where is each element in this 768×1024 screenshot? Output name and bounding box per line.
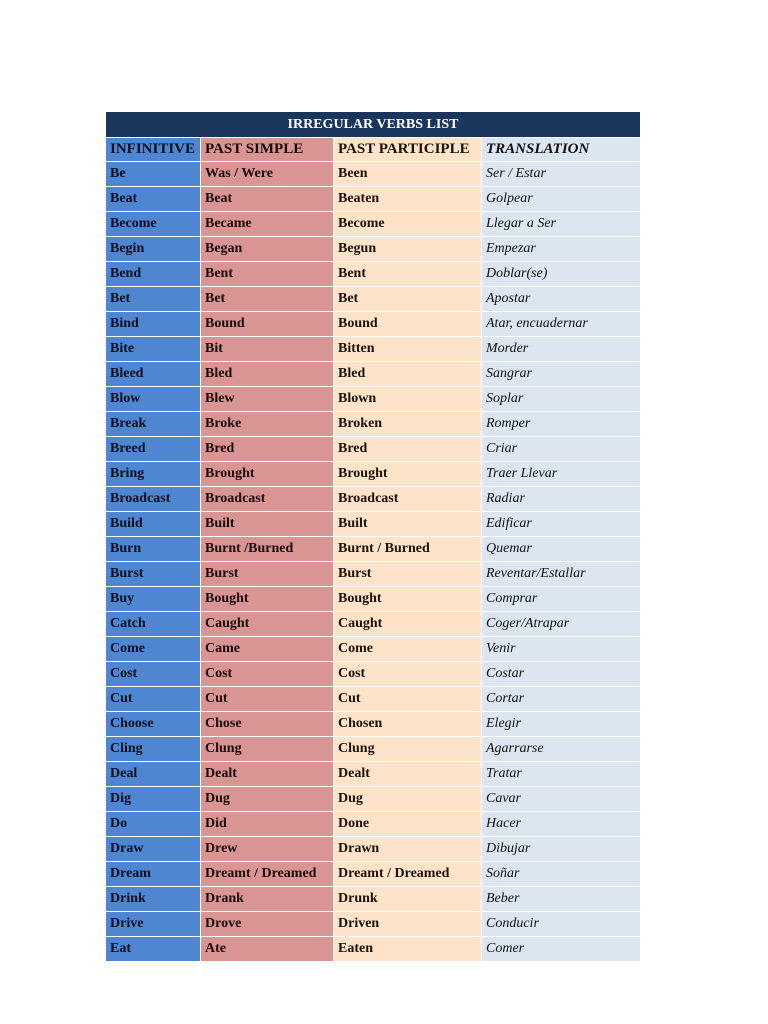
cell-infinitive: Catch [106,612,201,636]
header-past-participle: PAST PARTICIPLE [334,138,482,161]
cell-translation: Cavar [482,787,640,811]
cell-past-participle: Drunk [334,887,482,911]
cell-translation: Edificar [482,512,640,536]
cell-past-simple: Broadcast [201,487,334,511]
cell-infinitive: Beat [106,187,201,211]
cell-past-simple: Became [201,212,334,236]
cell-translation: Morder [482,337,640,361]
cell-infinitive: Burst [106,562,201,586]
table-row [106,237,640,262]
cell-past-simple: Built [201,512,334,536]
cell-past-participle: Bet [334,287,482,311]
header-row [106,138,640,162]
cell-translation: Reventar/Estallar [482,562,640,586]
cell-past-participle: Brought [334,462,482,486]
cell-translation: Quemar [482,537,640,561]
cell-infinitive: Bet [106,287,201,311]
cell-translation: Doblar(se) [482,262,640,286]
cell-past-simple: Beat [201,187,334,211]
cell-past-participle: Broadcast [334,487,482,511]
table-row [106,512,640,537]
cell-past-simple: Ate [201,937,334,961]
cell-translation: Venir [482,637,640,661]
cell-past-simple: Dealt [201,762,334,786]
cell-past-participle: Been [334,162,482,186]
cell-infinitive: Bring [106,462,201,486]
cell-past-participle: Become [334,212,482,236]
cell-past-participle: Done [334,812,482,836]
cell-translation: Costar [482,662,640,686]
table-row [106,362,640,387]
cell-past-simple: Bent [201,262,334,286]
cell-past-participle: Eaten [334,937,482,961]
cell-translation: Hacer [482,812,640,836]
cell-past-participle: Cost [334,662,482,686]
cell-past-participle: Burnt / Burned [334,537,482,561]
cell-past-participle: Burst [334,562,482,586]
cell-past-participle: Bent [334,262,482,286]
cell-infinitive: Burn [106,537,201,561]
cell-past-simple: Blew [201,387,334,411]
table-row [106,912,640,937]
cell-past-simple: Dreamt / Dreamed [201,862,334,886]
cell-infinitive: Bleed [106,362,201,386]
cell-past-participle: Bred [334,437,482,461]
cell-infinitive: Cut [106,687,201,711]
table-row [106,287,640,312]
cell-past-simple: Drank [201,887,334,911]
cell-infinitive: Bend [106,262,201,286]
cell-past-participle: Caught [334,612,482,636]
cell-translation: Soplar [482,387,640,411]
cell-infinitive: Deal [106,762,201,786]
table-row [106,762,640,787]
cell-past-simple: Began [201,237,334,261]
cell-past-simple: Came [201,637,334,661]
cell-past-participle: Bitten [334,337,482,361]
cell-past-simple: Bit [201,337,334,361]
cell-translation: Radiar [482,487,640,511]
cell-translation: Elegir [482,712,640,736]
cell-past-participle: Bought [334,587,482,611]
table-row [106,537,640,562]
cell-infinitive: Become [106,212,201,236]
cell-infinitive: Bind [106,312,201,336]
cell-past-simple: Cut [201,687,334,711]
cell-infinitive: Drive [106,912,201,936]
cell-translation: Beber [482,887,640,911]
cell-translation: Atar, encuadernar [482,312,640,336]
cell-past-participle: Cut [334,687,482,711]
table-row [106,212,640,237]
cell-past-simple: Bled [201,362,334,386]
cell-past-simple: Drove [201,912,334,936]
cell-translation: Comprar [482,587,640,611]
cell-infinitive: Broadcast [106,487,201,511]
cell-past-participle: Come [334,637,482,661]
cell-past-simple: Dug [201,787,334,811]
cell-infinitive: Come [106,637,201,661]
table-row [106,712,640,737]
cell-translation: Dibujar [482,837,640,861]
cell-past-simple: Chose [201,712,334,736]
cell-past-participle: Built [334,512,482,536]
cell-translation: Empezar [482,237,640,261]
table-row [106,312,640,337]
table-row [106,787,640,812]
irregular-verbs-table [106,112,640,962]
cell-infinitive: Dig [106,787,201,811]
table-row [106,187,640,212]
table-row [106,812,640,837]
cell-past-participle: Broken [334,412,482,436]
cell-past-simple: Clung [201,737,334,761]
table-row [106,662,640,687]
cell-past-participle: Begun [334,237,482,261]
cell-translation: Comer [482,937,640,961]
cell-infinitive: Be [106,162,201,186]
table-row [106,687,640,712]
table-row [106,337,640,362]
cell-infinitive: Breed [106,437,201,461]
cell-infinitive: Cost [106,662,201,686]
cell-translation: Traer Llevar [482,462,640,486]
cell-past-participle: Clung [334,737,482,761]
cell-past-simple: Bound [201,312,334,336]
cell-infinitive: Blow [106,387,201,411]
cell-past-participle: Bound [334,312,482,336]
cell-past-simple: Broke [201,412,334,436]
table-row [106,862,640,887]
cell-infinitive: Cling [106,737,201,761]
cell-infinitive: Do [106,812,201,836]
cell-past-participle: Dug [334,787,482,811]
cell-translation: Soñar [482,862,640,886]
table-row [106,487,640,512]
cell-translation: Sangrar [482,362,640,386]
table-row [106,562,640,587]
cell-past-simple: Did [201,812,334,836]
table-row [106,412,640,437]
cell-past-participle: Drawn [334,837,482,861]
cell-translation: Agarrarse [482,737,640,761]
cell-translation: Ser / Estar [482,162,640,186]
cell-infinitive: Drink [106,887,201,911]
table-row [106,887,640,912]
table-title: IRREGULAR VERBS LIST [106,112,640,138]
cell-infinitive: Eat [106,937,201,961]
cell-infinitive: Build [106,512,201,536]
cell-translation: Romper [482,412,640,436]
cell-past-simple: Burnt /Burned [201,537,334,561]
cell-translation: Cortar [482,687,640,711]
table-row [106,262,640,287]
table-row [106,437,640,462]
header-past-simple: PAST SIMPLE [201,138,334,161]
table-row [106,937,640,962]
table-row [106,612,640,637]
cell-infinitive: Bite [106,337,201,361]
cell-infinitive: Draw [106,837,201,861]
cell-past-simple: Drew [201,837,334,861]
header-infinitive: INFINITIVE [106,138,201,161]
cell-past-participle: Driven [334,912,482,936]
table-row [106,587,640,612]
cell-past-simple: Was / Were [201,162,334,186]
table-row [106,387,640,412]
header-translation: TRANSLATION [482,138,640,161]
cell-translation: Tratar [482,762,640,786]
cell-past-participle: Dreamt / Dreamed [334,862,482,886]
cell-past-simple: Caught [201,612,334,636]
table-row [106,737,640,762]
cell-translation: Golpear [482,187,640,211]
table-body [106,162,640,962]
table-row [106,462,640,487]
cell-past-simple: Bought [201,587,334,611]
table-row [106,162,640,187]
cell-past-participle: Bled [334,362,482,386]
cell-translation: Conducir [482,912,640,936]
cell-past-participle: Chosen [334,712,482,736]
cell-past-simple: Brought [201,462,334,486]
table-row [106,637,640,662]
cell-past-participle: Dealt [334,762,482,786]
cell-infinitive: Dream [106,862,201,886]
cell-past-simple: Bet [201,287,334,311]
cell-infinitive: Buy [106,587,201,611]
cell-past-participle: Beaten [334,187,482,211]
cell-translation: Llegar a Ser [482,212,640,236]
cell-translation: Coger/Atrapar [482,612,640,636]
cell-translation: Criar [482,437,640,461]
cell-infinitive: Begin [106,237,201,261]
cell-past-simple: Bred [201,437,334,461]
cell-infinitive: Choose [106,712,201,736]
cell-infinitive: Break [106,412,201,436]
cell-past-participle: Blown [334,387,482,411]
cell-past-simple: Cost [201,662,334,686]
table-row [106,837,640,862]
cell-translation: Apostar [482,287,640,311]
cell-past-simple: Burst [201,562,334,586]
